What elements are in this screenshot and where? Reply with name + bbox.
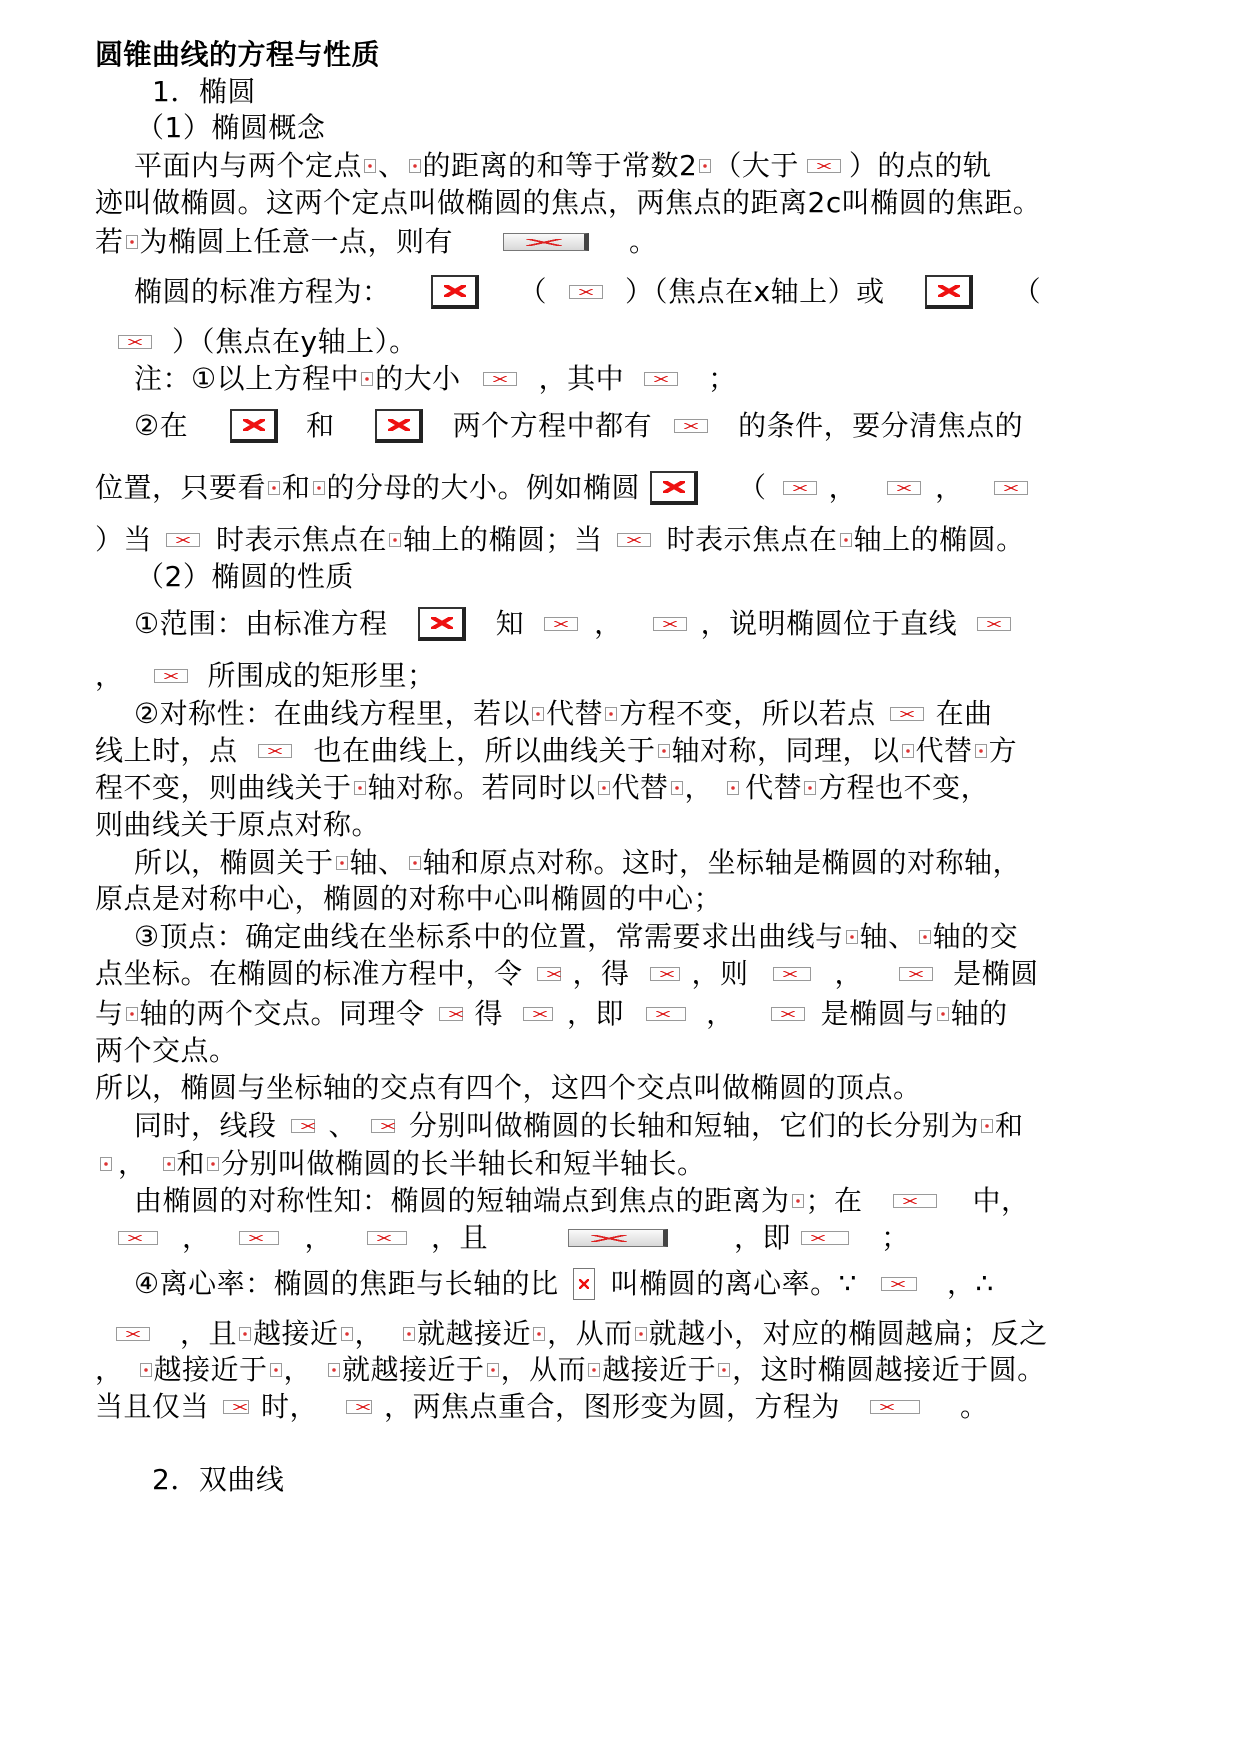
- text-line: [95, 658, 436, 693]
- text-fragment: 点坐标。在椭圆的标准方程中，令: [95, 957, 523, 990]
- formula-image: [893, 1194, 937, 1208]
- text-fragment: ；: [708, 362, 737, 395]
- text-fragment: （: [1012, 275, 1042, 308]
- formula-image: [258, 744, 292, 758]
- text-line: [134, 606, 1011, 641]
- text-fragment: ，: [834, 957, 864, 990]
- text-fragment: 程不变，则曲线关于: [95, 771, 352, 804]
- text-fragment: 和: [306, 409, 335, 442]
- doc-title: 圆锥曲线的方程与性质: [95, 38, 381, 71]
- text-fragment: 越接近: [253, 1317, 339, 1350]
- text-fragment: 。: [960, 1390, 989, 1423]
- text-fragment: ）当: [95, 523, 153, 556]
- formula-image: [975, 744, 987, 758]
- text-fragment: 由椭圆的对称性知：椭圆的短轴端点到焦点的距离为: [134, 1184, 790, 1217]
- text-fragment: 的分母的大小。例如椭圆: [326, 471, 641, 504]
- formula-image: [313, 481, 325, 495]
- formula-image: [341, 1327, 353, 1341]
- text-line: [100, 1146, 706, 1181]
- formula-image: [166, 533, 200, 547]
- text-fragment: ，: [95, 1353, 124, 1386]
- formula-image: [646, 1007, 686, 1021]
- text-line: [95, 996, 1008, 1031]
- formula-image: [533, 1327, 545, 1341]
- text-fragment: ，: [828, 471, 858, 504]
- formula-image: [783, 481, 817, 495]
- formula-image: [650, 471, 698, 505]
- text-fragment: 轴对称，同理，以: [671, 734, 900, 767]
- text-fragment: ）（焦点在y轴上）。: [172, 325, 418, 358]
- text-fragment: 与: [95, 997, 124, 1030]
- formula-image: [650, 967, 680, 981]
- text-line: [134, 274, 1041, 309]
- text-fragment: 也在曲线上，所以曲线关于: [313, 734, 656, 767]
- text-fragment: 是椭圆: [953, 957, 1039, 990]
- formula-image: [503, 233, 589, 251]
- text-fragment: 方: [988, 734, 1018, 767]
- text-fragment: ①范围：由标准方程: [134, 607, 388, 640]
- text-fragment: ，: [354, 1317, 384, 1350]
- formula-image: [902, 744, 914, 758]
- text-fragment: 当且仅当: [95, 1390, 210, 1423]
- text-fragment: ；: [881, 1221, 910, 1254]
- section-heading-ellipse: 1．椭圆: [152, 75, 256, 108]
- text-fragment: 时，: [261, 1390, 319, 1423]
- text-fragment: ，且: [180, 1317, 238, 1350]
- formula-image: [977, 617, 1011, 631]
- formula-image: [653, 617, 687, 631]
- formula-image: [644, 372, 678, 386]
- text-line: [134, 1266, 994, 1301]
- text-line: [134, 408, 1023, 443]
- text-fragment: 代替: [546, 697, 604, 730]
- text-line: [134, 696, 993, 731]
- formula-image: [126, 1007, 138, 1021]
- formula-image: [116, 1327, 150, 1341]
- text-fragment: ，且: [431, 1221, 489, 1254]
- formula-image: [487, 1363, 499, 1377]
- text-line: [95, 956, 1039, 991]
- text-line: [118, 1220, 910, 1255]
- text-fragment: 的条件，要分清焦点的: [738, 409, 1024, 442]
- text-fragment: 轴和原点对称。这时，坐标轴是椭圆的对称轴，: [422, 846, 1022, 879]
- formula-image: [418, 607, 466, 641]
- formula-image: [100, 1157, 112, 1171]
- formula-image: [409, 159, 421, 173]
- formula-image: [367, 1231, 407, 1245]
- text-line: [95, 733, 1017, 768]
- formula-image: [268, 481, 280, 495]
- text-fragment: 。: [629, 225, 658, 258]
- text-fragment: 为椭圆上任意一点，则有: [139, 225, 454, 258]
- text-fragment: ，得: [572, 957, 630, 990]
- formula-image: [801, 1231, 849, 1245]
- subsection-heading-concept: （1）椭圆概念: [136, 111, 326, 144]
- text-fragment: 轴的两个交点。同理令: [139, 997, 425, 1030]
- formula-image: [354, 781, 366, 795]
- text-fragment: 越接近于: [602, 1353, 717, 1386]
- formula-image: [336, 856, 348, 870]
- text-line: [95, 1352, 1046, 1387]
- text-line: [118, 324, 418, 359]
- text-fragment: ②对称性：在曲线方程里，若以: [134, 697, 531, 730]
- text-line: 则曲线关于原点对称。: [95, 808, 381, 841]
- formula-image: [364, 159, 376, 173]
- text-fragment: ；在: [805, 1184, 863, 1217]
- formula-image: [230, 409, 278, 443]
- text-fragment: ，: [283, 1353, 313, 1386]
- formula-image: [981, 1119, 993, 1133]
- formula-image: [375, 409, 423, 443]
- formula-image: [270, 1363, 282, 1377]
- text-line: [134, 361, 737, 396]
- text-fragment: ）（焦点在x轴上）或: [625, 275, 885, 308]
- formula-image: [617, 533, 651, 547]
- text-fragment: 的距离的和等于常数2: [422, 149, 698, 182]
- text-fragment: ，: [304, 1221, 334, 1254]
- text-fragment: ③顶点：确定曲线在坐标系中的位置，常需要求出曲线与: [134, 920, 844, 953]
- text-fragment: 轴上的椭圆；当: [403, 523, 603, 556]
- formula-image: [881, 1277, 917, 1291]
- text-fragment: 就越接近于: [342, 1353, 485, 1386]
- formula-image: [699, 159, 711, 173]
- text-line: [134, 845, 1021, 880]
- text-fragment: 和: [176, 1147, 206, 1180]
- text-fragment: 若: [95, 225, 124, 258]
- text-fragment: ，即: [734, 1221, 792, 1254]
- formula-image: [890, 707, 924, 721]
- text-fragment: 代替: [745, 771, 803, 804]
- text-fragment: ，其中: [538, 362, 625, 395]
- text-fragment: 轴的交: [932, 920, 1019, 953]
- formula-image: [439, 1007, 463, 1021]
- text-fragment: 注：①以上方程中: [134, 362, 360, 395]
- text-fragment: 和: [995, 1109, 1024, 1142]
- text-fragment: ，: [706, 997, 735, 1030]
- text-fragment: 方程也不变，: [818, 771, 990, 804]
- formula-image: [346, 1400, 372, 1414]
- formula-image: [773, 967, 811, 981]
- text-line: [95, 1389, 989, 1424]
- text-fragment: 叫椭圆的离心率。∵: [610, 1267, 857, 1300]
- formula-image: [403, 1327, 415, 1341]
- text-fragment: 和: [282, 471, 311, 504]
- text-fragment: ，∴: [946, 1267, 994, 1300]
- text-line: [134, 1183, 1030, 1218]
- formula-image: [598, 781, 610, 795]
- text-fragment: ④离心率：椭圆的焦距与长轴的比: [134, 1267, 559, 1300]
- text-fragment: 得: [474, 997, 504, 1030]
- text-line: [116, 1316, 1048, 1351]
- text-fragment: ，: [594, 607, 623, 640]
- text-fragment: 知: [495, 607, 525, 640]
- text-fragment: ）的点的轨: [848, 149, 992, 182]
- text-line: 两个交点。: [95, 1034, 238, 1067]
- formula-image: [361, 372, 373, 386]
- formula-image: [671, 781, 683, 795]
- formula-image: [840, 533, 852, 547]
- text-fragment: ，即: [567, 997, 625, 1030]
- text-fragment: ，两焦点重合，图形变为圆，方程为: [384, 1390, 841, 1423]
- text-line: [95, 470, 1028, 505]
- text-fragment: 、: [378, 149, 407, 182]
- text-fragment: 两个方程中都有: [452, 409, 653, 442]
- text-line: [95, 770, 989, 805]
- text-fragment: 轴对称。若同时以: [367, 771, 596, 804]
- formula-image: [771, 1007, 805, 1021]
- text-fragment: 中，: [972, 1184, 1030, 1217]
- formula-image: [389, 533, 401, 547]
- text-fragment: 的大小: [375, 362, 461, 395]
- formula-image: [846, 930, 858, 944]
- formula-image: [118, 335, 152, 349]
- text-line: 所以，椭圆与坐标轴的交点有四个，这四个交点叫做椭圆的顶点。: [95, 1071, 922, 1104]
- formula-image: [870, 1400, 920, 1414]
- formula-image: [207, 1157, 219, 1171]
- formula-image: [118, 1231, 158, 1245]
- text-fragment: ，从而: [547, 1317, 633, 1350]
- formula-image: [431, 275, 479, 309]
- text-fragment: 代替: [611, 771, 669, 804]
- text-fragment: 方程不变，所以若点: [619, 697, 876, 730]
- text-fragment: 轴的: [950, 997, 1008, 1030]
- text-fragment: 分别叫做椭圆的长轴和短轴，它们的长分别为: [409, 1109, 980, 1142]
- text-fragment: （: [738, 471, 767, 504]
- formula-image: [573, 1268, 595, 1300]
- formula-image: [569, 285, 603, 299]
- formula-image: [658, 744, 670, 758]
- text-fragment: ，: [684, 771, 714, 804]
- text-fragment: （: [518, 275, 548, 308]
- text-fragment: ，: [95, 659, 124, 692]
- formula-image: [994, 481, 1028, 495]
- formula-image: [887, 481, 921, 495]
- text-line: [95, 522, 1025, 557]
- text-fragment: 越接近于: [153, 1353, 268, 1386]
- text-fragment: ②在: [134, 409, 189, 442]
- formula-image: [718, 1363, 730, 1377]
- text-line: 迹叫做椭圆。这两个定点叫做椭圆的焦点，两焦点的距离2c叫椭圆的焦距。: [95, 186, 1042, 219]
- formula-image: [925, 275, 973, 309]
- formula-image: [239, 1231, 279, 1245]
- text-fragment: 在曲: [935, 697, 993, 730]
- formula-image: [532, 707, 544, 721]
- text-fragment: ，: [182, 1221, 211, 1254]
- text-fragment: 就越接近: [417, 1317, 532, 1350]
- text-line: [134, 148, 991, 183]
- text-fragment: ，从而: [500, 1353, 587, 1386]
- formula-image: [328, 1363, 340, 1377]
- formula-image: [605, 707, 617, 721]
- formula-image: [291, 1119, 315, 1133]
- formula-image: [223, 1400, 249, 1414]
- formula-image: [523, 1007, 553, 1021]
- section-heading-hyperbola: 2．双曲线: [152, 1463, 285, 1496]
- text-fragment: 同时，线段: [134, 1109, 277, 1142]
- text-fragment: 位置，只要看: [95, 471, 267, 504]
- text-fragment: 轴、: [859, 920, 917, 953]
- formula-image: [588, 1363, 600, 1377]
- formula-image: [140, 1363, 152, 1377]
- formula-image: [537, 967, 561, 981]
- formula-image: [804, 781, 816, 795]
- text-fragment: 就越小，对应的椭圆越扁；反之: [648, 1317, 1048, 1350]
- text-fragment: 、: [328, 1109, 358, 1142]
- text-fragment: ，: [118, 1147, 147, 1180]
- formula-image: [937, 1007, 949, 1021]
- formula-image: [568, 1229, 668, 1247]
- text-fragment: 所围成的矩形里；: [207, 659, 436, 692]
- text-fragment: 椭圆的标准方程为：: [134, 275, 391, 308]
- text-fragment: ，: [935, 471, 964, 504]
- subsection-heading-properties: （2）椭圆的性质: [136, 560, 354, 593]
- text-fragment: （大于: [713, 149, 799, 182]
- formula-image: [635, 1327, 647, 1341]
- text-fragment: 线上时，点: [95, 734, 238, 767]
- formula-image: [807, 159, 841, 173]
- text-fragment: 轴上的椭圆。: [853, 523, 1025, 556]
- formula-image: [239, 1327, 251, 1341]
- text-fragment: 平面内与两个定点: [134, 149, 363, 182]
- text-fragment: 时表示焦点在: [216, 523, 388, 556]
- text-fragment: 时表示焦点在: [666, 523, 838, 556]
- text-fragment: ，这时椭圆越接近于圆。: [732, 1353, 1046, 1386]
- formula-image: [126, 235, 138, 249]
- formula-image: [154, 669, 188, 683]
- formula-image: [792, 1194, 804, 1208]
- formula-image: [919, 930, 931, 944]
- text-line: [134, 919, 1018, 954]
- text-fragment: 代替: [915, 734, 973, 767]
- text-line: [95, 224, 658, 259]
- formula-image: [674, 419, 708, 433]
- formula-image: [483, 372, 517, 386]
- formula-image: [163, 1157, 175, 1171]
- text-fragment: 分别叫做椭圆的长半轴长和短半轴长。: [221, 1147, 706, 1180]
- text-fragment: 轴、: [349, 846, 407, 879]
- text-fragment: ，说明椭圆位于直线: [700, 607, 958, 640]
- text-line: 原点是对称中心，椭圆的对称中心叫椭圆的中心；: [95, 882, 723, 915]
- formula-image: [409, 856, 421, 870]
- text-fragment: ，则: [691, 957, 749, 990]
- formula-image: [899, 967, 933, 981]
- text-line: [134, 1108, 1024, 1143]
- formula-image: [727, 781, 739, 795]
- text-fragment: 是椭圆与: [820, 997, 935, 1030]
- formula-image: [544, 617, 578, 631]
- formula-image: [371, 1119, 395, 1133]
- text-fragment: 所以，椭圆关于: [134, 846, 334, 879]
